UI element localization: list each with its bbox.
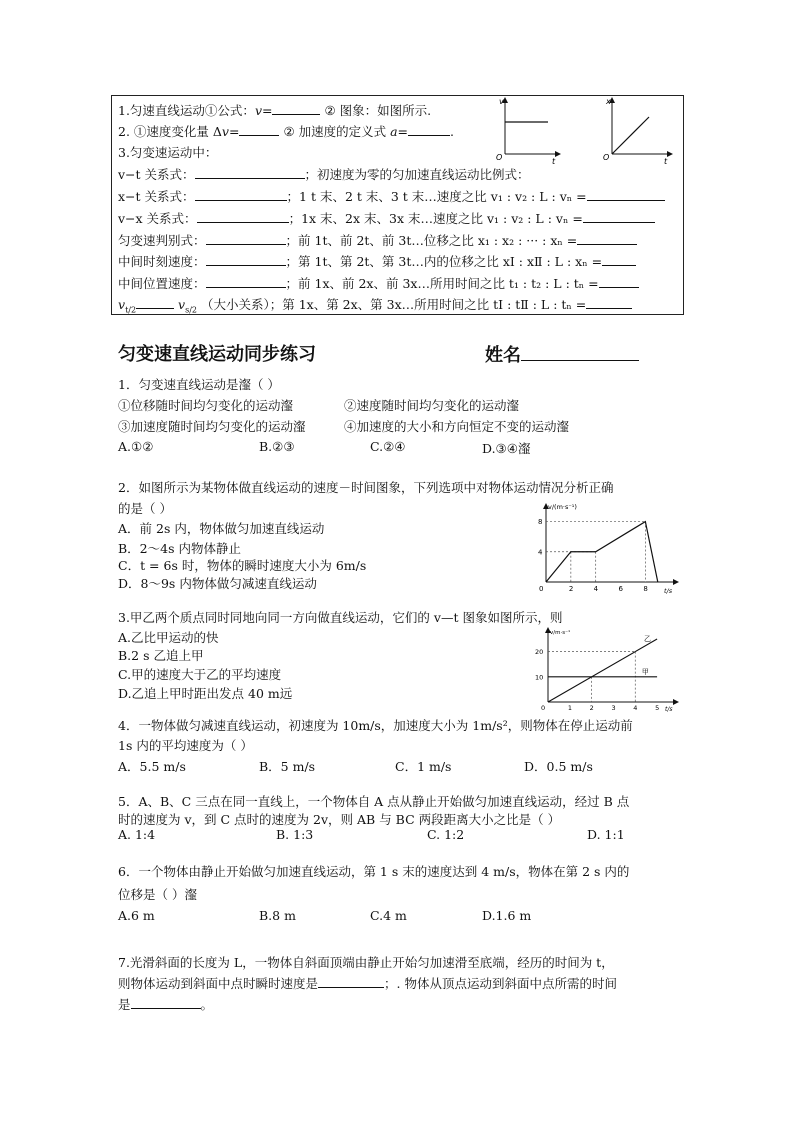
q5-stem-line2: 时的速度为 v，到 C 点时的速度为 2v，则 AB 与 BC 两段距离大小之比是（ ） (118, 812, 561, 827)
q6-option-c[interactable]: C.4 m (370, 908, 407, 923)
q7-text-b: ；. 物体从顶点运动到斜面中点所需的时间 (384, 976, 617, 991)
summary-l2-var: v (221, 124, 229, 139)
q3-option-b[interactable]: B.2 s 乙追上甲 (118, 648, 204, 663)
q3-ytick-20: 20 (535, 648, 544, 657)
summary-l2-def: ② 加速度的定义式 (283, 124, 391, 139)
summary-l1-text: 1.匀速直线运动①公式： (118, 103, 255, 118)
q2-xtick-4: 4 (593, 585, 599, 593)
graph2-y-label: x (606, 97, 611, 106)
graph1-origin: O (496, 153, 503, 162)
q5-option-b[interactable]: B. 1:3 (276, 827, 314, 842)
summary-row-2 (118, 187, 665, 205)
q2-xtick-6: 6 (618, 585, 623, 593)
q3-xtick-5: 5 (655, 704, 660, 712)
q6-stem-line1: 6．一个物体由静止开始做匀加速直线运动，第 1 s 末的速度达到 4 m/s，物体在第 2 s 内的 (118, 864, 630, 879)
v-half-t: v (118, 297, 126, 312)
v-half-t-sub: t/2 (125, 305, 137, 315)
row-left-label: 中间位置速度： (118, 276, 206, 291)
summary-l2-var2: a (390, 124, 398, 139)
q4-stem-line2: 1s 内的平均速度为（ ） (118, 738, 253, 753)
q3-xtick-2: 2 (589, 704, 594, 712)
summary-l2-dot: . (450, 124, 455, 139)
summary-l2-eq2: = (397, 124, 409, 139)
summary-l2-text: 2. ①速度变化量 Δ (118, 124, 222, 139)
q5-option-a[interactable]: A. 1:4 (118, 827, 156, 842)
row-right-text: ；第 1t、第 2t、第 3t…内的位移之比 xⅠ : xⅡ : L : xₙ = (285, 254, 603, 269)
graph2-x-label: t (664, 157, 668, 166)
q3-x-label: t/s (665, 706, 673, 712)
row-right-text: ；1x 末、2x 末、3x 末…速度之比 v₁ : v₂ : L : vₙ = (288, 211, 583, 226)
q1-option-b[interactable]: B.②③ (259, 439, 295, 454)
q3-option-a[interactable]: A.乙比甲运动的快 (118, 630, 219, 645)
q7-stem-line3 (118, 995, 213, 1013)
q7-blank-velocity[interactable] (318, 975, 384, 988)
row-left-label: x−t 关系式： (118, 189, 195, 204)
summary-l1-eq: = (262, 103, 273, 118)
q1-item-4: ④加速度的大小和方向恒定不变的运动瀣 (344, 419, 570, 434)
q5-option-c[interactable]: C. 1:2 (427, 827, 465, 842)
q6-option-a[interactable]: A.6 m (118, 908, 155, 923)
row-right-text: ；1 t 末、2 t 末、3 t 末…速度之比 v₁ : v₂ : L : vₙ = (286, 189, 587, 204)
q7-text-a: 则物体运动到斜面中点时瞬时速度是 (118, 976, 319, 991)
summary-row-5 (118, 252, 636, 270)
row-right-text: ；前 1t、前 2t、前 3t…位移之比 x₁ : x₂ : ··· : xₙ = (285, 233, 578, 248)
q1-item-1: ①位移随时间均匀变化的运动瀣 (118, 398, 294, 413)
q7-stem-line1: 7.光滑斜面的长度为 L，一物体自斜面顶端由静止开始匀加速滑至底端，经历的时间为 t， (118, 955, 614, 970)
name-label: 姓名 (485, 345, 521, 366)
summary-l2-eq: = (228, 124, 240, 139)
row-right-text: ；初速度为零的匀加速直线运动比例式： (304, 167, 530, 182)
summary-graphs (494, 96, 674, 166)
graph1-y-label: v (499, 97, 504, 106)
q1-option-a[interactable]: A.①② (118, 439, 154, 454)
q6-stem-line2: 位移是（ ）瀣 (118, 887, 197, 902)
summary-row-3 (118, 209, 655, 227)
q2-option-a[interactable]: A．前 2s 内，物体做匀加速直线运动 (118, 521, 325, 536)
name-field[interactable] (485, 340, 639, 367)
q1-item-2: ②速度随时间均匀变化的运动瀣 (344, 398, 520, 413)
q2-x-label: t/s (664, 587, 673, 595)
q7-text-d: 。 (200, 997, 214, 1012)
q2-stem-line1: 2．如图所示为某物体做直线运动的速度－时间图象，下列选项中对物体运动情况分析正确 (118, 480, 614, 495)
q3-stem: 3.甲乙两个质点同时同地向同一方向做直线运动，它们的 v—t 图象如图所示，则 (118, 610, 563, 625)
q3-y-label: v/m·s⁻¹ (550, 630, 571, 636)
v-half-s-sub: s/2 (185, 305, 197, 315)
summary-row-6 (118, 274, 639, 292)
page-title: 匀变速直线运动同步练习 (118, 344, 316, 365)
row-left-label: v−t 关系式： (118, 167, 195, 182)
q3-series-yi (548, 639, 657, 702)
q1-item-3: ③加速度随时间均匀变化的运动瀣 (118, 419, 306, 434)
q1-stem: 1．匀变速直线运动是瀣（ ） (118, 377, 280, 392)
q7-blank-time[interactable] (131, 996, 201, 1009)
summary-line-2 (118, 122, 454, 140)
q2-stem-line2: 的是（ ） (118, 501, 172, 516)
q7-stem-line2 (118, 974, 617, 992)
q2-y-label: v/(m·s⁻¹) (548, 503, 577, 511)
summary-line-1 (118, 101, 431, 119)
q4-stem-line1: 4．一物体做匀减速直线运动，初速度为 10m/s，加速度大小为 1m/s²，则物体在停止运动前 (118, 718, 633, 733)
v-half-s: v (178, 297, 186, 312)
summary-row-1 (118, 165, 530, 183)
row-right-text: ；前 1x、前 2x、前 3x…所用时间之比 t₁ : t₂ : L : tₙ = (285, 276, 599, 291)
q2-option-c[interactable]: C．t = 6s 时，物体的瞬时速度大小为 6m/s (118, 558, 367, 573)
q2-v-t-chart (530, 500, 680, 595)
q3-xtick-4: 4 (633, 704, 638, 712)
summary-l1-graph: ② 图象：如图所示. (324, 103, 432, 118)
q2-origin: 0 (539, 585, 544, 593)
row-left-label: v−x 关系式： (118, 211, 197, 226)
summary-line-3: 3.匀变速运动中： (118, 145, 218, 160)
q4-option-a[interactable]: A．5.5 m/s (118, 759, 186, 774)
uniform-v-t-graph (496, 97, 558, 166)
q3-origin: 0 (541, 704, 546, 712)
q2-ytick-8: 8 (538, 518, 543, 527)
q3-xtick-1: 1 (567, 704, 572, 712)
q4-option-b[interactable]: B．5 m/s (259, 759, 316, 774)
q2-xtick-8: 8 (643, 585, 648, 593)
graph2-origin: O (603, 153, 610, 162)
q4-option-d[interactable]: D．0.5 m/s (524, 759, 593, 774)
q7-text-c: 是 (118, 997, 131, 1012)
uniform-x-t-graph (603, 97, 670, 166)
summary-row-7 (118, 295, 632, 315)
summary-l1-var: v (254, 103, 262, 118)
q3-xtick-3: 3 (611, 704, 616, 712)
q2-ytick-4: 4 (538, 548, 543, 557)
q5-option-d[interactable]: D. 1:1 (587, 827, 625, 842)
q3-v-t-chart (530, 626, 680, 712)
q4-option-c[interactable]: C．1 m/s (395, 759, 452, 774)
q6-option-b[interactable]: B.8 m (259, 908, 296, 923)
q2-option-d[interactable]: D．8～9s 内物体做匀减速直线运动 (118, 576, 317, 591)
q3-ytick-10: 10 (535, 673, 544, 682)
q2-option-b[interactable]: B．2～4s 内物体静止 (118, 541, 241, 556)
q3-option-d[interactable]: D.乙追上甲时距出发点 40 m远 (118, 686, 293, 701)
q6-option-d[interactable]: D.1.6 m (482, 908, 532, 923)
summary-row-4 (118, 231, 637, 249)
row-last-text: （大小关系）；第 1x、第 2x、第 3x…所用时间之比 tⅠ : tⅡ : L : tₙ = (200, 297, 587, 312)
q3-option-c[interactable]: C.甲的速度大于乙的平均速度 (118, 667, 282, 682)
graph1-x-label: t (552, 157, 556, 166)
q1-option-c[interactable]: C.②④ (370, 439, 406, 454)
q3-label-jia: 甲 (641, 667, 649, 676)
q3-label-yi: 乙 (644, 635, 651, 644)
row-left-label: 中间时刻速度： (118, 254, 206, 269)
q2-xtick-2: 2 (568, 585, 574, 593)
row-left-label: 匀变速判别式： (118, 233, 206, 248)
q5-stem-line1: 5．A、B、C 三点在同一直线上，一个物体自 A 点从静止开始做匀加速直线运动，经过 B 点 (118, 794, 630, 809)
q1-option-d[interactable]: D.③④瀣 (482, 441, 531, 456)
